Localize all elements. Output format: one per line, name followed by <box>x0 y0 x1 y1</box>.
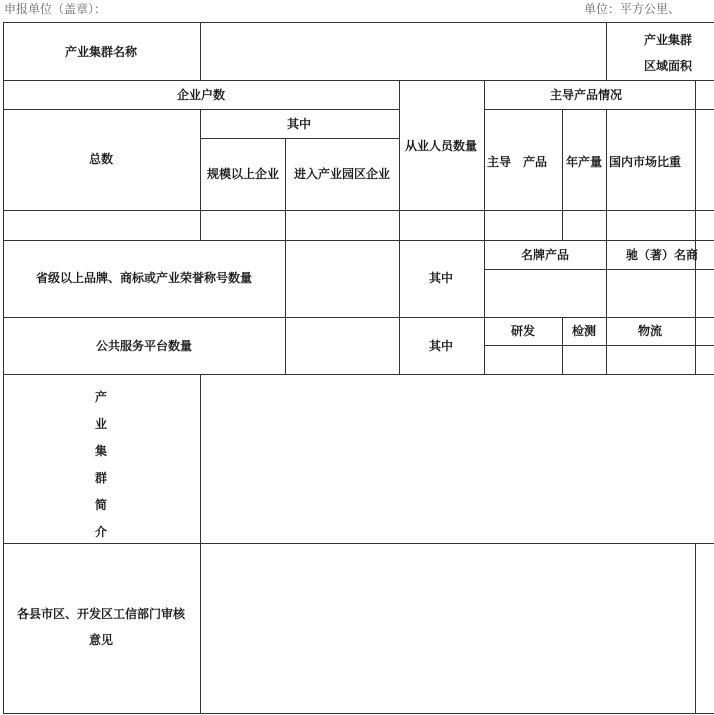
review-opinion-label-line2: 意见 <box>88 633 114 647</box>
platform-among-label: 其中 <box>428 339 454 353</box>
enterprise-count-header: 企业户数 <box>176 88 226 102</box>
domestic-share-header: 国内市场比重 <box>609 155 682 169</box>
in-park-enterprise-field[interactable] <box>287 213 397 237</box>
testing-platform-header: 检测 <box>571 324 597 338</box>
brand-count-label: 省级以上品牌、商标或产业荣誉称号数量 <box>35 271 253 285</box>
employee-count-field[interactable] <box>401 213 482 237</box>
employee-count-header: 从业人员数量 <box>404 139 478 153</box>
cluster-intro-label <box>91 384 111 546</box>
famous-product-header: 名牌产品 <box>520 248 570 262</box>
famous-trademark-header: 驰（著）名商 <box>626 248 699 262</box>
cluster-name-label: 产业集群名称 <box>64 45 138 59</box>
review-opinion-field[interactable] <box>202 546 693 711</box>
brand-count-field[interactable] <box>287 243 397 315</box>
enterprise-total-field[interactable] <box>5 213 198 237</box>
domestic-share-field[interactable] <box>608 213 693 237</box>
cluster-name-field[interactable] <box>207 44 600 60</box>
cluster-intro-char: 业 <box>94 417 107 431</box>
enterprise-total-header: 总数 <box>88 152 114 166</box>
unit-of-measure-label: 单位：平方公里、 <box>584 2 681 16</box>
cluster-intro-char: 简 <box>94 498 107 512</box>
cluster-intro-char: 集 <box>94 444 107 458</box>
above-scale-enterprise-field[interactable] <box>202 213 283 237</box>
main-product-header: 主导 产品 <box>487 155 548 169</box>
cluster-intro-char: 介 <box>94 525 107 539</box>
testing-platform-field[interactable] <box>564 348 604 372</box>
cluster-right-label-bottom: 区域面积 <box>644 59 693 73</box>
brand-among-label: 其中 <box>428 271 454 285</box>
cluster-intro-char: 产 <box>94 390 107 404</box>
main-product-field[interactable] <box>486 213 560 237</box>
platform-count-field[interactable] <box>287 320 397 372</box>
declaring-unit-label: 申报单位（盖章）： <box>4 2 107 16</box>
above-scale-enterprise-header: 规模以上企业 <box>206 167 280 181</box>
rnd-platform-header: 研发 <box>510 324 536 338</box>
famous-trademark-field[interactable] <box>608 272 693 315</box>
rnd-platform-field[interactable] <box>486 348 560 372</box>
famous-product-field[interactable] <box>486 272 604 315</box>
enterprise-among-header: 其中 <box>286 117 312 131</box>
cluster-intro-field[interactable] <box>202 377 712 541</box>
cluster-right-label-top: 产业集群 <box>644 33 693 47</box>
logistics-platform-field[interactable] <box>608 348 693 372</box>
annual-output-header: 年产量 <box>565 155 603 169</box>
cluster-intro-char: 群 <box>94 471 107 485</box>
main-products-header: 主导产品情况 <box>550 88 623 102</box>
in-park-enterprise-header: 进入产业园区企业 <box>293 167 391 181</box>
logistics-platform-header: 物流 <box>637 324 663 338</box>
annual-output-field[interactable] <box>564 213 604 237</box>
platform-count-label: 公共服务平台数量 <box>95 339 193 353</box>
review-opinion-label-line1: 各县市区、开发区工信部门审核 <box>16 607 186 621</box>
